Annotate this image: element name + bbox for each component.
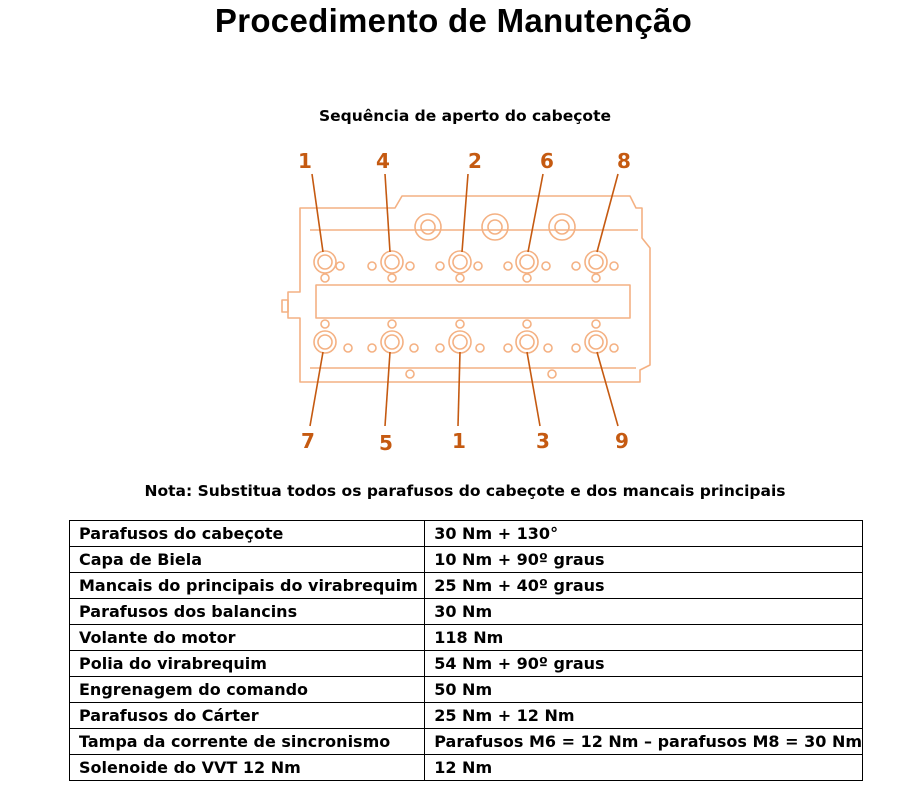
table-row — [70, 625, 863, 651]
torque-value: Parafusos M6 = 12 Nm – parafusos M8 = 30 Nm — [425, 729, 863, 755]
torque-item: Engrenagem do comando — [70, 677, 425, 703]
bolt-label-bottom-1: 7 — [301, 429, 315, 453]
table-row — [70, 573, 863, 599]
torque-value: 30 Nm + 130° — [425, 521, 863, 547]
torque-item: Volante do motor — [70, 625, 425, 651]
torque-item: Tampa da corrente de sincronismo — [70, 729, 425, 755]
bolt-label-bottom-3: 1 — [452, 429, 466, 453]
table-row — [70, 599, 863, 625]
diagram-caption: Sequência de aperto do cabeçote — [318, 107, 612, 125]
bolt-label-top-5: 8 — [617, 149, 631, 173]
table-row — [70, 677, 863, 703]
table-row — [70, 703, 863, 729]
torque-value: 25 Nm + 40º graus — [425, 573, 863, 599]
torque-value: 50 Nm — [425, 677, 863, 703]
torque-item: Polia do virabrequim — [70, 651, 425, 677]
table-row — [70, 521, 863, 547]
torque-item: Parafusos dos balancins — [70, 599, 425, 625]
page-title: Procedimento de Manutenção — [214, 2, 693, 39]
bolt-label-bottom-2: 5 — [379, 431, 393, 455]
torque-value: 30 Nm — [425, 599, 863, 625]
bolt-label-top-4: 6 — [540, 149, 554, 173]
table-row — [70, 729, 863, 755]
torque-value: 10 Nm + 90º graus — [425, 547, 863, 573]
bolt-label-top-3: 2 — [468, 149, 482, 173]
torque-table — [69, 520, 863, 781]
torque-item: Mancais do principais do virabrequim — [70, 573, 425, 599]
bolt-label-bottom-4: 3 — [536, 429, 550, 453]
table-row — [70, 651, 863, 677]
torque-value: 25 Nm + 12 Nm — [425, 703, 863, 729]
torque-item: Capa de Biela — [70, 547, 425, 573]
torque-item: Solenoide do VVT 12 Nm — [70, 755, 425, 781]
replacement-note: Nota: Substitua todos os parafusos do cabeçote e dos mancais principais — [144, 482, 786, 500]
torque-value: 118 Nm — [425, 625, 863, 651]
torque-value: 54 Nm + 90º graus — [425, 651, 863, 677]
torque-item: Parafusos do Cárter — [70, 703, 425, 729]
bolt-label-top-2: 4 — [376, 149, 390, 173]
torque-value: 12 Nm — [425, 755, 863, 781]
bolt-label-bottom-5: 9 — [615, 429, 629, 453]
bolt-label-top-1: 1 — [298, 149, 312, 173]
table-row — [70, 547, 863, 573]
table-row — [70, 755, 863, 781]
cylinder-head-diagram — [270, 140, 660, 460]
torque-item: Parafusos do cabeçote — [70, 521, 425, 547]
